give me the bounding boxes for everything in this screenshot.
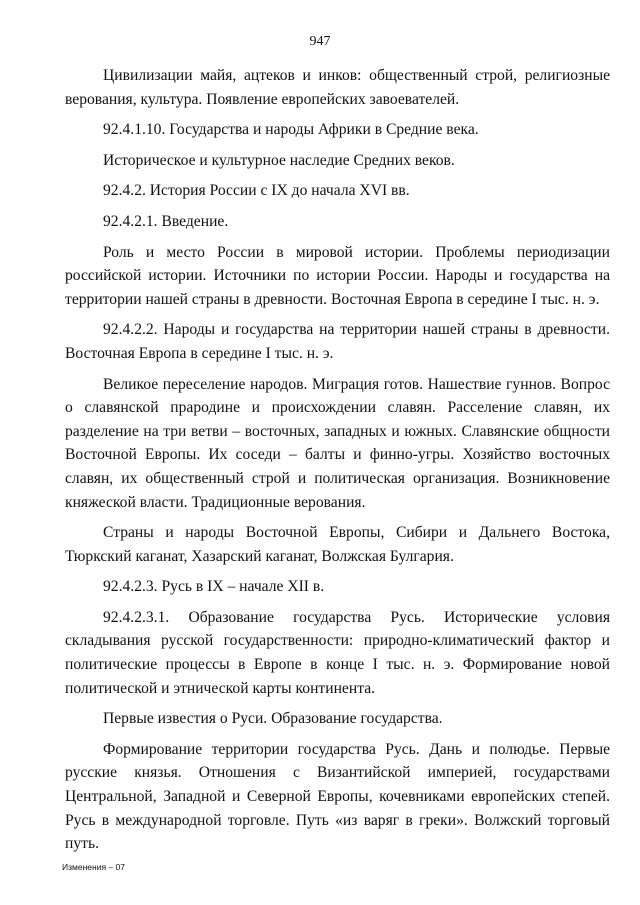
section-heading: 92.4.2.2. Народы и государства на территории нашей страны в древности. Восточная Европа в середине I тыс. н. э. xyxy=(65,321,610,362)
document-body xyxy=(65,64,610,863)
paragraph: Роль и место России в мировой истории. Проблемы периодизации российской истории. Источники по истории России. Народы и государства на территории нашей страны в древности. Восточная Европа в середине I тыс. н. э. xyxy=(65,243,610,308)
section-heading: 92.4.1.10. Государства и народы Африки в Средние века. xyxy=(103,121,479,139)
footer-revision-note: Изменения – 07 xyxy=(62,862,125,872)
paragraph: Великое переселение народов. Миграция готов. Нашествие гуннов. Вопрос о славянской прародине и происхождении славян. Расселение славян, их разделение на три ветви – восточных, западных и южных. Славянские общности Восточной Европы. Их соседи – балты и финно-угры. Хозяйство восточных славян, их общественный строй и политическая организация. Возникновение княжеской власти. Традиционные верования. xyxy=(65,375,610,511)
section-heading: 92.4.2.3. Русь в IX – начале XII в. xyxy=(103,578,325,596)
paragraph: Первые известия о Руси. Образование государства. xyxy=(103,710,443,728)
section-heading: 92.4.2. История России с IX до начала XVI вв. xyxy=(103,182,410,200)
paragraph: Цивилизации майя, ацтеков и инков: общественный строй, религиозные верования, культура. Появление европейских завоевателей. xyxy=(65,67,610,108)
paragraph: Страны и народы Восточной Европы, Сибири и Дальнего Востока, Тюркский каганат, Хазарский каганат, Волжская Булгария. xyxy=(65,524,610,565)
section-heading: 92.4.2.3.1. Образование государства Русь. Исторические условия складывания русской государственности: природно-климатический фактор и политические процессы в Европе в конце I тыс. н. э. Формирование новой политической и этнической карты континента. xyxy=(65,608,610,697)
page-number: 947 xyxy=(309,34,331,49)
section-heading: 92.4.2.1. Введение. xyxy=(103,212,229,230)
paragraph: Историческое и культурное наследие Средних веков. xyxy=(103,151,455,169)
paragraph: Формирование территории государства Русь. Дань и полюдье. Первые русские князья. Отношения с Византийской империей, государствами Центральной, Западной и Северной Европы, кочевниками европейских степей. Русь в международной торговле. Путь «из варяг в греки». Волжский торговый путь. xyxy=(65,740,610,853)
